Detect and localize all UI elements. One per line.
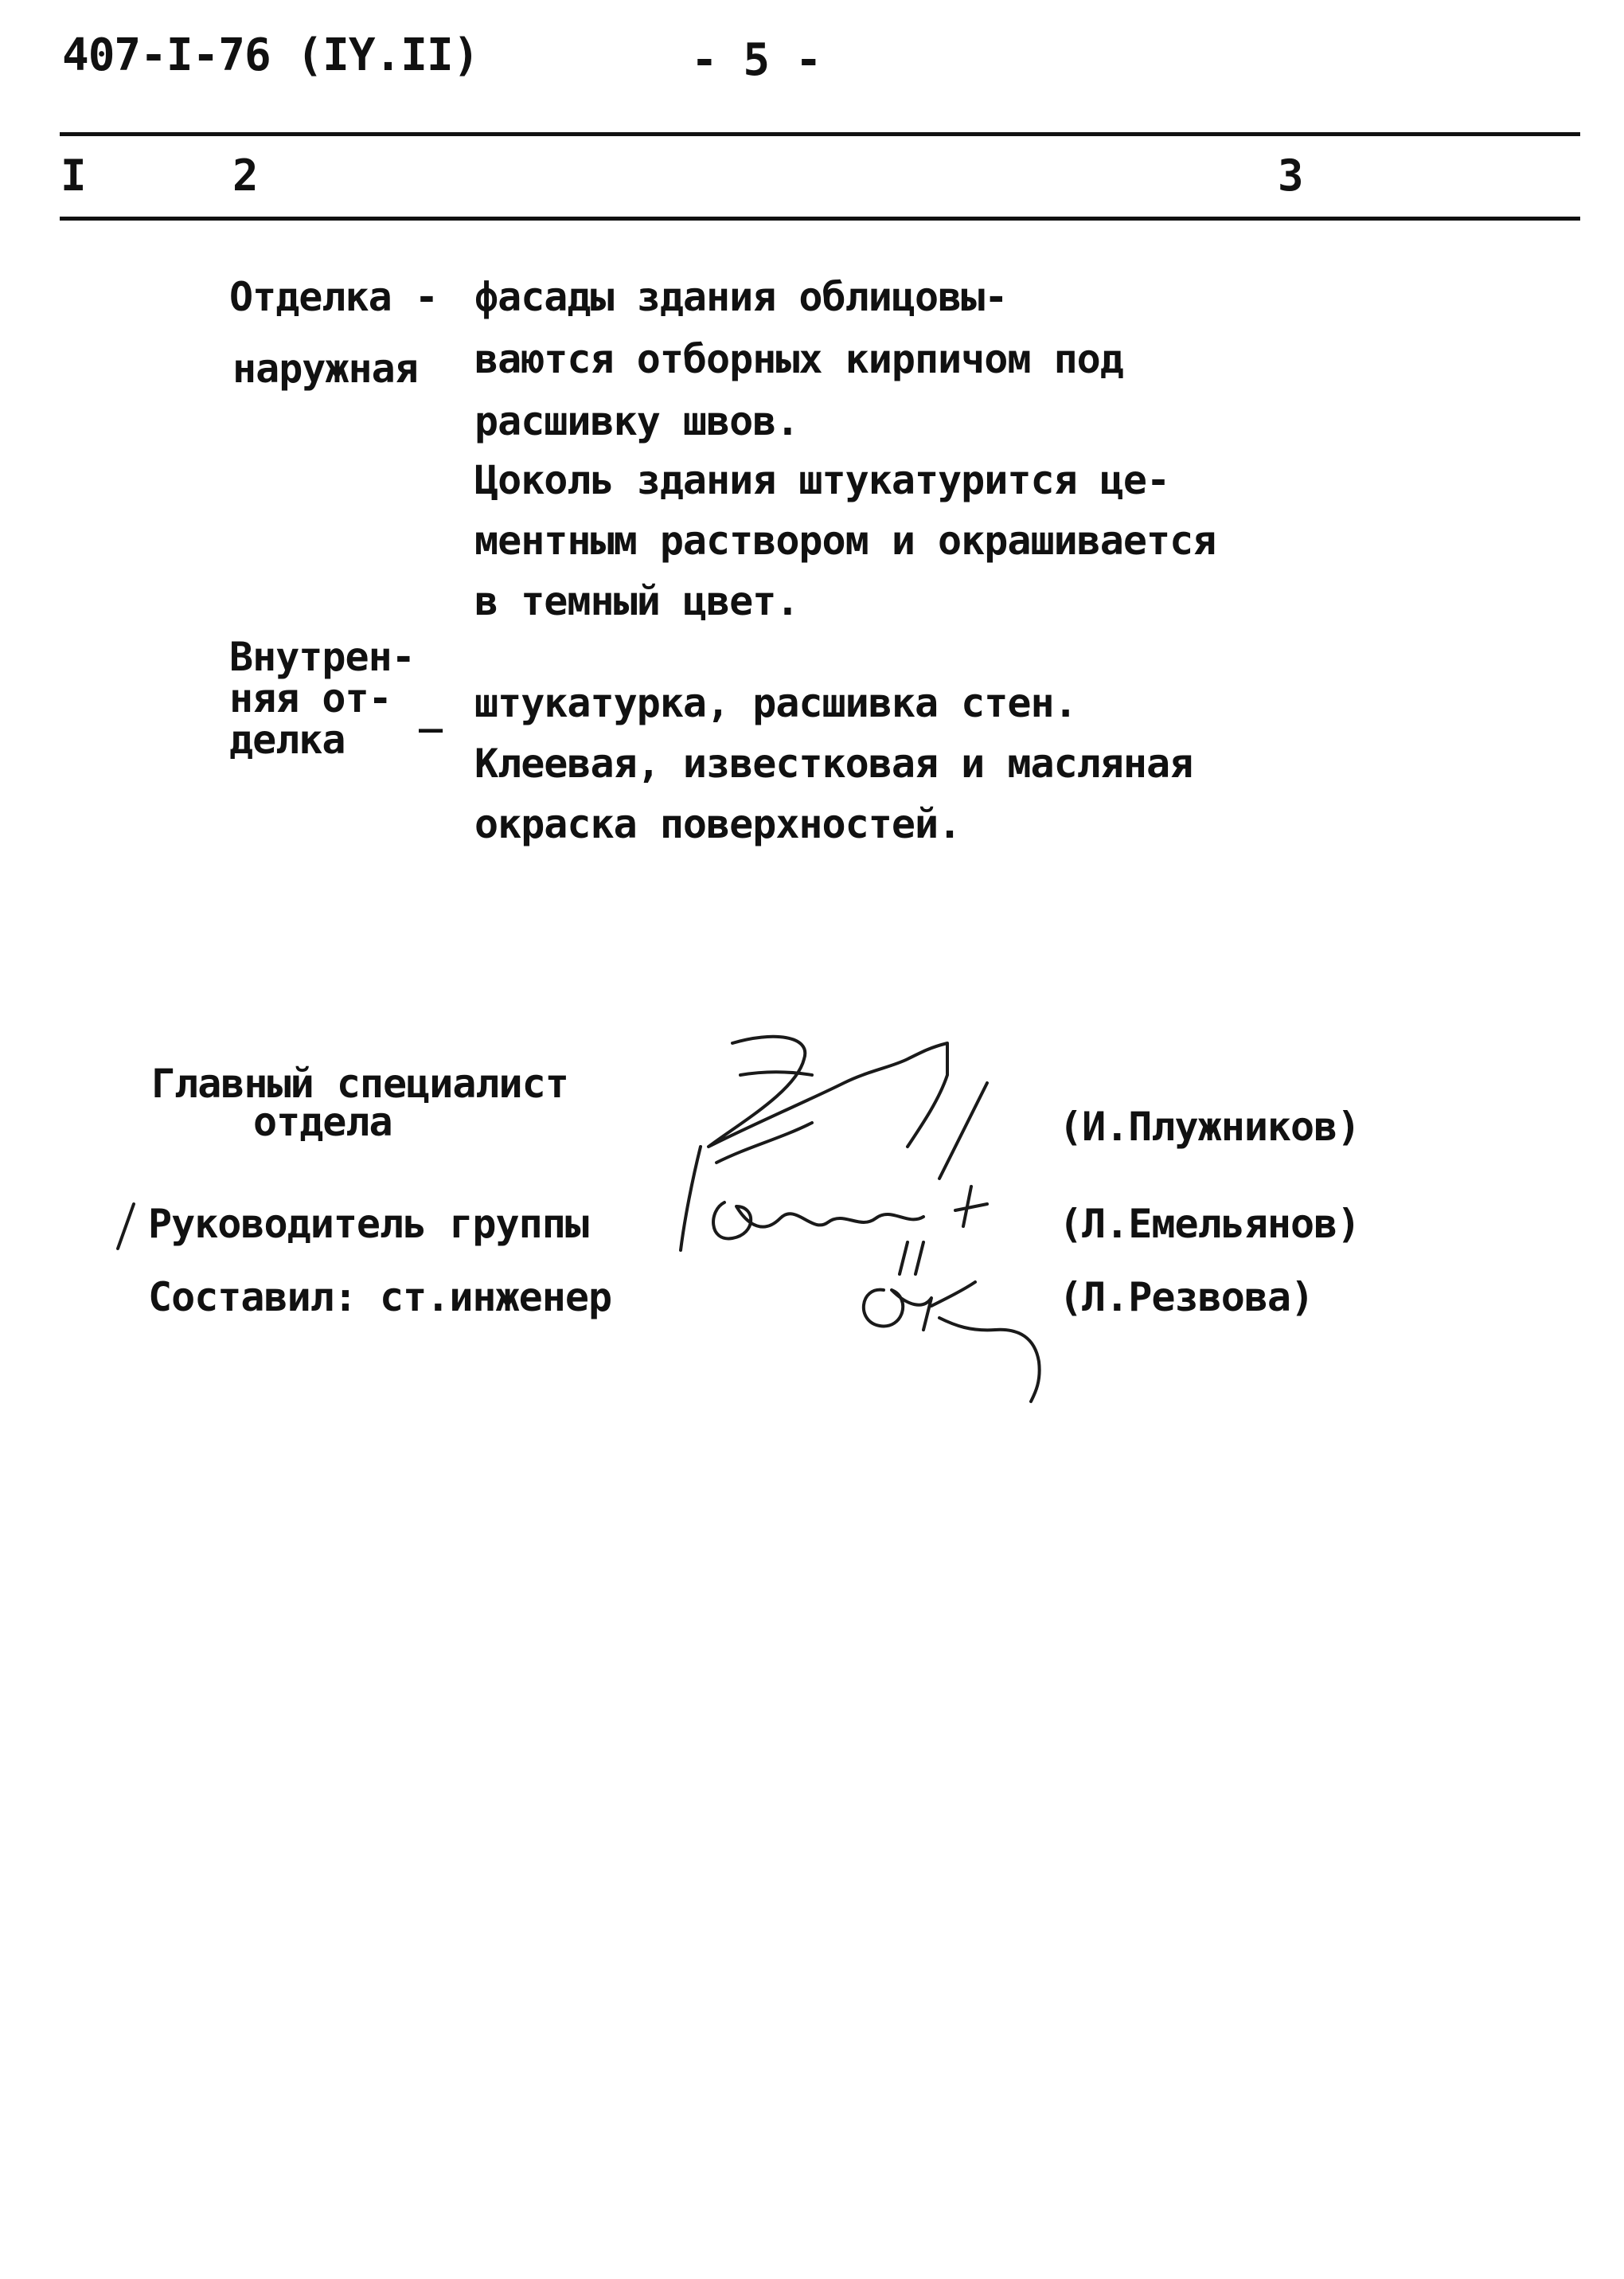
column-1-number: I xyxy=(61,150,86,201)
signatory-3-name: (Л.Резвова) xyxy=(1059,1274,1314,1320)
interior-label-line3: делка xyxy=(229,717,345,763)
interior-text-line2: Клеевая, известковая и масляная xyxy=(474,741,1193,787)
signatory-2-title: Руководитель группы xyxy=(148,1201,588,1247)
header-bottom-rule xyxy=(60,217,1580,221)
page-number: - 5 - xyxy=(691,34,822,86)
signatory-3-title: Составил: ст.инженер xyxy=(148,1274,612,1320)
signatory-1-title-line2: отдела xyxy=(253,1099,392,1145)
signatory-2-name: (Л.Емельянов) xyxy=(1059,1201,1360,1247)
exterior-label-line1: Отделка - xyxy=(229,274,438,320)
exterior-text-line2: ваются отборных кирпичом под xyxy=(474,336,1123,382)
interior-text-line3: окраска поверхностей. xyxy=(474,801,962,847)
exterior-text-line1: фасады здания облицовы- xyxy=(474,274,1008,320)
top-rule xyxy=(60,132,1580,136)
exterior-text-line3: расшивку швов. xyxy=(474,398,799,444)
tick-mark-icon xyxy=(110,1199,142,1255)
column-3-number: 3 xyxy=(1278,150,1303,201)
document-code: 407-I-76 (IY.II) xyxy=(62,29,479,81)
signature-3-icon xyxy=(836,1242,1059,1401)
interior-label-line1: Внутрен- xyxy=(229,634,415,680)
signatory-1-name: (И.Плужников) xyxy=(1059,1104,1360,1150)
column-2-number: 2 xyxy=(232,150,258,201)
exterior-text-line5: ментным раствором и окрашивается xyxy=(474,518,1216,564)
interior-text-line1: штукатурка, расшивка стен. xyxy=(474,680,1077,726)
interior-label-line2: няя от- xyxy=(229,675,392,721)
exterior-text-line6: в темный цвет. xyxy=(474,578,799,624)
exterior-text-line4: Цоколь здания штукатурится це- xyxy=(474,457,1170,503)
exterior-label-line2: наружная xyxy=(232,346,418,392)
signatory-1-title-line1: Главный специалист xyxy=(151,1061,568,1107)
interior-dash: _ xyxy=(419,686,443,733)
